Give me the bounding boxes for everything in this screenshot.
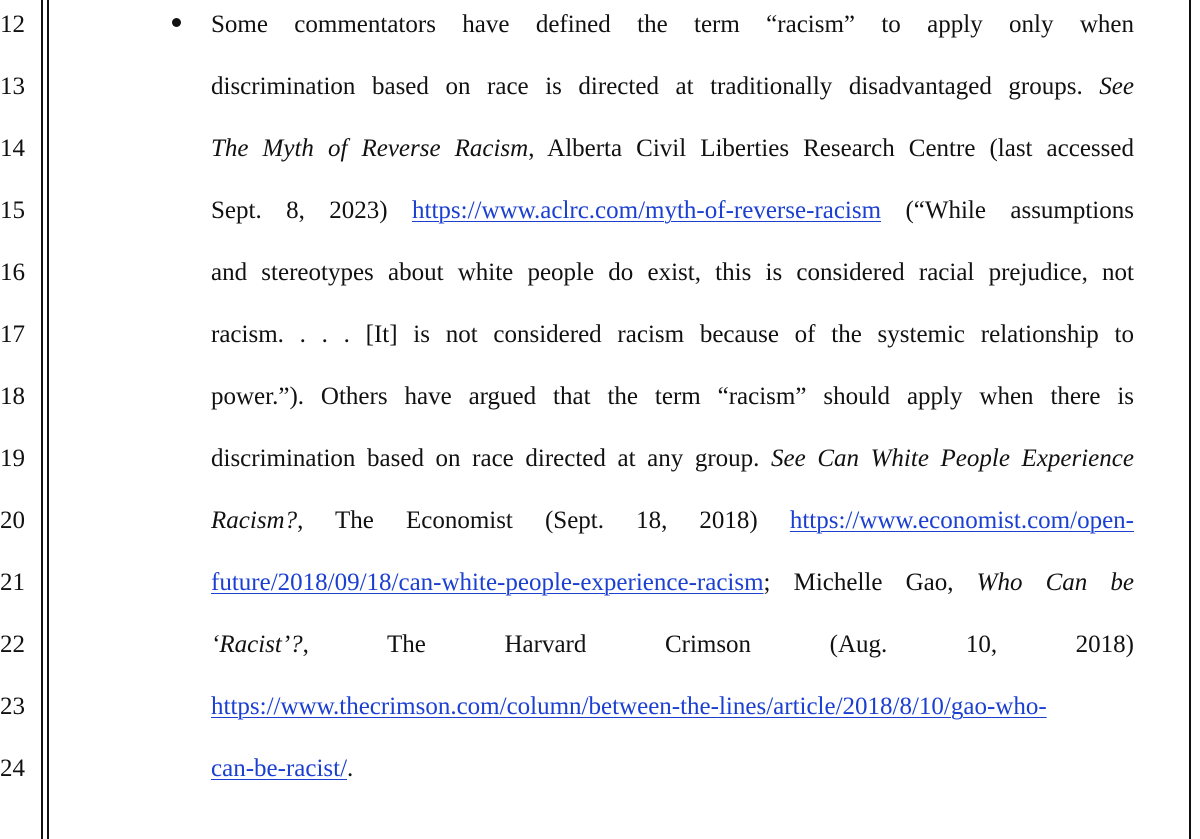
citation-title: The Myth of Reverse Racism xyxy=(211,135,529,162)
text-run: discrimination based on race is directed at traditionally disadvantaged groups. xyxy=(211,73,1083,100)
body-line-4 xyxy=(211,191,1134,231)
text-run: racism. . . . [It] is not considered racism because of the systemic relationship to xyxy=(211,321,1134,348)
body-line-1 xyxy=(211,5,1134,45)
line-number: 16 xyxy=(0,259,25,286)
body-line-7 xyxy=(211,377,1134,417)
crimson-link-continued[interactable]: can-be-racist/ xyxy=(211,755,348,782)
margin-rule-left xyxy=(41,0,43,839)
body-line-10 xyxy=(211,563,1134,603)
body-line-11 xyxy=(211,625,1134,665)
text-run: power.”). Others have argued that the term “racism” should apply when there is xyxy=(211,383,1134,410)
body-line-8 xyxy=(211,439,1134,479)
text-run: , The Harvard Crimson (Aug. 10, 2018) xyxy=(302,631,1134,658)
line-number: 21 xyxy=(0,569,25,596)
line-number: 24 xyxy=(0,755,25,782)
text-run: Sept. 8, 2023) xyxy=(211,197,412,224)
line-number: 23 xyxy=(0,693,25,720)
text-run: . xyxy=(347,755,354,782)
body-line-5 xyxy=(211,253,1134,293)
bullet-icon xyxy=(172,18,181,27)
citation-title: Who Can be xyxy=(976,569,1134,596)
aclrc-link[interactable]: https://www.aclrc.com/myth-of-reverse-racism xyxy=(412,197,882,224)
line-number: 13 xyxy=(0,73,25,100)
line-number: 18 xyxy=(0,383,25,410)
line-number: 12 xyxy=(0,11,25,38)
body-line-2 xyxy=(211,67,1134,107)
text-run: and stereotypes about white people do exist, this is considered racial prejudice, not xyxy=(211,259,1134,286)
body-line-13 xyxy=(211,749,1134,789)
economist-link[interactable]: https://www.economist.com/open- xyxy=(789,507,1134,534)
text-run: (“While assumptions xyxy=(881,197,1134,224)
citation-title: See Can White People Experience xyxy=(771,445,1134,472)
margin-rule-left-inner xyxy=(47,0,49,839)
line-number: 14 xyxy=(0,135,25,162)
line-number: 17 xyxy=(0,321,25,348)
body-line-12 xyxy=(211,687,1134,727)
text-run: ; Michelle Gao, xyxy=(763,569,977,596)
citation-title: Racism? xyxy=(211,507,298,534)
economist-link-continued[interactable]: future/2018/09/18/can-white-people-experience-racism xyxy=(211,569,764,596)
line-number: 19 xyxy=(0,445,25,472)
line-number: 20 xyxy=(0,507,25,534)
body-line-6 xyxy=(211,315,1134,355)
body-line-3 xyxy=(211,129,1134,169)
text-run: , Alberta Civil Liberties Research Centre (last accessed xyxy=(528,135,1134,162)
line-number: 15 xyxy=(0,197,25,224)
citation-title: ‘Racist’? xyxy=(211,631,303,658)
crimson-link[interactable]: https://www.thecrimson.com/column/between-the-lines/article/2018/8/10/gao-who- xyxy=(211,693,1047,720)
text-run: , The Economist (Sept. 18, 2018) xyxy=(297,507,790,534)
line-number: 22 xyxy=(0,631,25,658)
citation-signal: See xyxy=(1099,73,1134,100)
text-run: discrimination based on race directed at any group. xyxy=(211,445,772,472)
body-line-9 xyxy=(211,501,1134,541)
margin-rule-right xyxy=(1189,0,1191,839)
text-run: Some commentators have defined the term “racism” to apply only when xyxy=(211,11,1134,38)
